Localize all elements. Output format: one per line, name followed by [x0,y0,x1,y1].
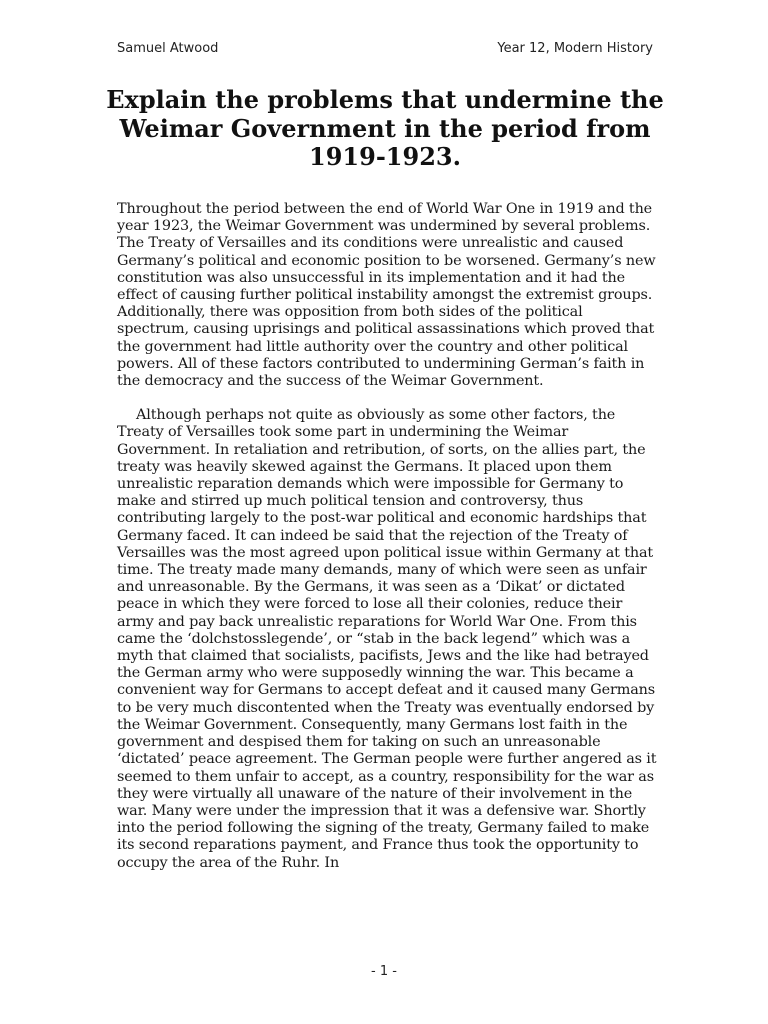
essay-body [117,201,657,889]
page-header [117,41,653,56]
author-name: Samuel Atwood [117,41,219,56]
paragraph-introduction: Throughout the period between the end of World War One in 1919 and the year 1923, the Weimar Government was undermined by several problems. The Treaty of Versailles and its conditions were unrealistic and caused Germany’s political and economic position to be worsened. Germany’s new constitution was also unsuccessful in its implementation and it had the effect of causing further political instability amongst the extremist groups. Additionally, there was opposition from both sides of the political spectrum, causing uprisings and political assassinations which proved that the government had little authority over the country and other political powers. All of these factors contributed to undermining German’s faith in the democracy and the success of the Weimar Government. [117,201,656,390]
paragraph-treaty-of-versailles: Although perhaps not quite as obviously as some other factors, the Treaty of Versailles took some part in undermining the Weimar Government. In retaliation and retribution, of sorts, on the allies part, the treaty was heavily skewed against the Germans. It placed upon them unrealistic reparation demands which were impossible for Germany to make and stirred up much political tension and controversy, thus contributing largely to the post-war political and economic hardships that Germany faced. It can indeed be said that the rejection of the Treaty of Versailles was the most agreed upon political issue within Germany at that time. The treaty made many demands, many of which were seen as unfair and unreasonable. By the Germans, it was seen as a ‘Dikat’ or dictated peace in which they were forced to lose all their colonies, reduce their army and pay back unrealistic reparations for World War One. From this came the ‘dolchstosslegende’, or “stab in the back legend” which was a myth that claimed that socialists, pacifists, Jews and the like had betrayed the German army who were supposedly winning the war. This became a convenient way for Germans to accept defeat and it caused many Germans to be very much discontented when the Treaty was eventually endorsed by the Weimar Government. Consequently, many Germans lost faith in the government and despised them for taking on such an unreasonable ‘dictated’ peace agreement. The German people were further angered as it seemed to them unfair to accept, as a country, responsibility for the war as they were virtually all unaware of the nature of their involvement in the war. Many were under the impression that it was a defensive war. Shortly into the period following the signing of the treaty, Germany failed to make its second reparations payment, and France thus took the opportunity to occupy the area of the Ruhr. In [117,407,657,871]
course-label: Year 12, Modern History [497,41,653,56]
essay-title: Explain the problems that undermine the Weimar Government in the period from 1919-1923. [106,85,664,171]
page-number: - 1 - [371,964,397,979]
